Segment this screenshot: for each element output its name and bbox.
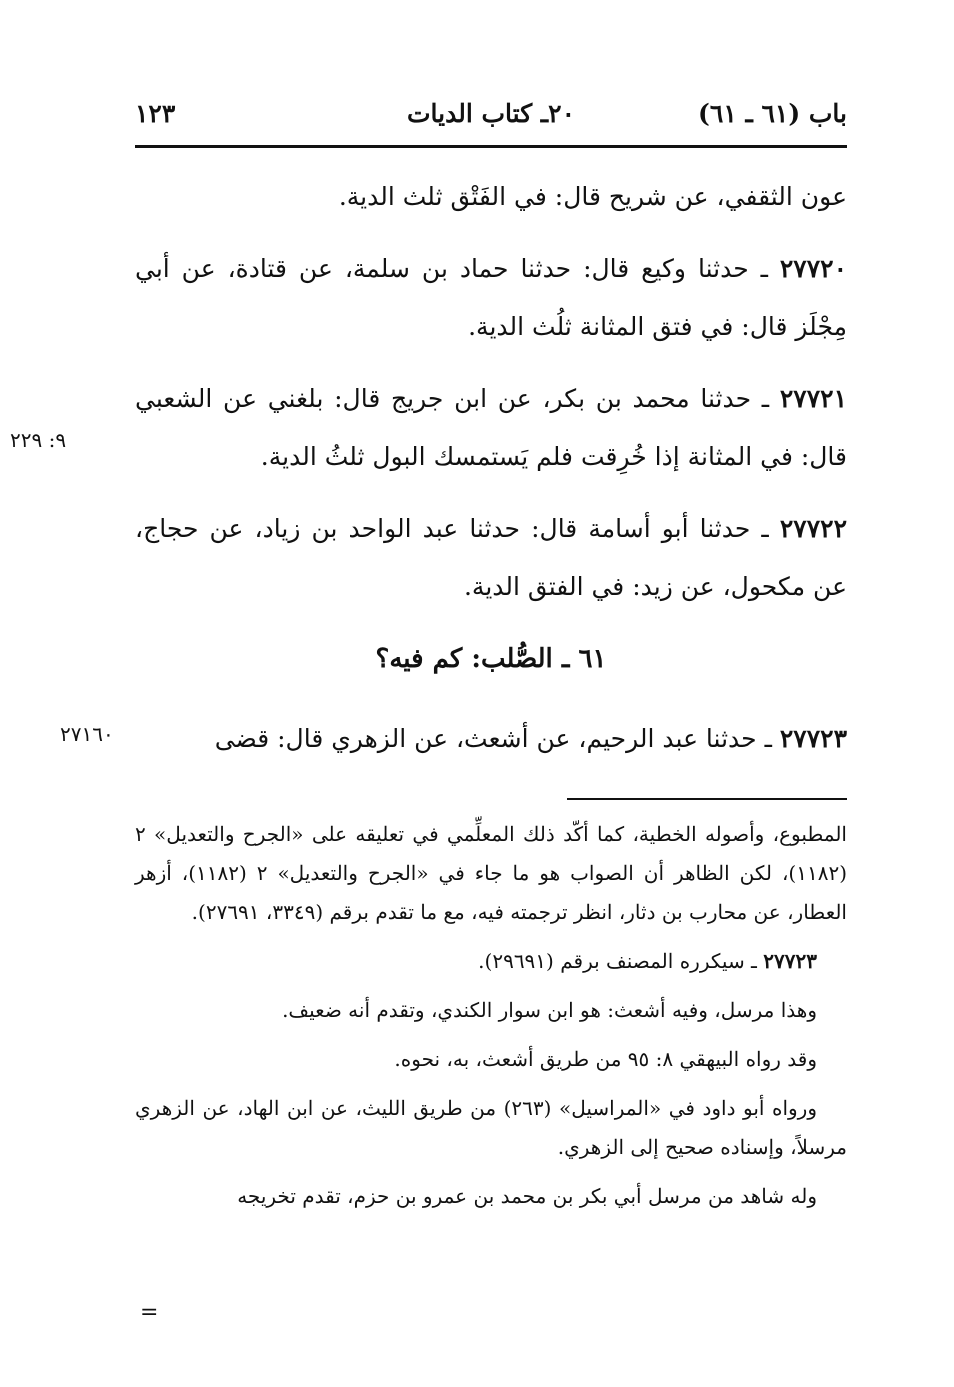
footnote: وقد رواه البيهقي ٨: ٩٥ من طريق أشعث، به، نحوه. xyxy=(394,1047,817,1071)
page-number: ١٢٣ xyxy=(135,99,176,128)
book-title: ٢٠ـ كتاب الديات xyxy=(407,99,575,128)
continuation-mark: = xyxy=(140,1300,159,1325)
hadith-text: ـ حدثنا محمد بن بكر، عن ابن جريج قال: بلغني عن الشعبي قال: في المثانة إذا خُرِقت فلم يَستمسك البول ثلثُ الدية. xyxy=(135,384,847,471)
hadith-number: ٢٧٧٢١ xyxy=(779,384,847,413)
footnote-number: ٢٧٧٢٣ xyxy=(763,949,817,973)
paragraph xyxy=(135,168,847,226)
footnote: ورواه أبو داود في «المراسيل» (٢٦٣) من طريق الليث، عن ابن الهاد، عن الزهري مرسلاً، وإسناده صحيح إلى الزهري. xyxy=(135,1096,847,1159)
hadith-text: ـ حدثنا وكيع قال: حدثنا حماد بن سلمة، عن قتادة، عن أبي مِجْلَز قال: في فتق المثانة ثلُث الدية. xyxy=(135,254,847,341)
footnote-rule xyxy=(567,798,847,800)
margin-number: ٢٧١٦٠ xyxy=(60,722,114,746)
footnote-text: ـ سيكرره المصنف برقم (٢٩٦٩١). xyxy=(478,949,757,973)
hadith-text: ـ حدثنا عبد الرحيم، عن أشعث، عن الزهري قال: قضى xyxy=(214,724,772,753)
hadith-text: ـ حدثنا أبو أسامة قال: حدثنا عبد الواحد بن زياد، عن حجاج، عن مكحول، عن زيد: في الفتق الدية. xyxy=(135,514,847,601)
hadith-27721 xyxy=(135,370,847,486)
page-header xyxy=(135,95,847,135)
hadith-number: ٢٧٧٢٢ xyxy=(779,514,847,543)
footnote: وله شاهد من مرسل أبي بكر بن محمد بن عمرو بن حزم، تقدم تخريجه xyxy=(237,1184,817,1208)
hadith-number: ٢٧٧٢٣ xyxy=(779,724,847,753)
footnote: وهذا مرسل، وفيه أشعث: هو ابن سوار الكندي، وتقدم أنه ضعيف. xyxy=(282,998,817,1022)
main-text xyxy=(135,168,847,782)
footnotes xyxy=(135,815,847,1226)
hadith-27722 xyxy=(135,500,847,616)
hadith-27723 xyxy=(135,710,847,768)
footnote: المطبوع، وأصوله الخطية، كما أكّد ذلك المعلِّمي في تعليقه على «الجرح والتعديل» ٢ (١١٨٢)، لكن الظاهر أن الصواب هو ما جاء في «الجرح والتعديل» ٢ (١١٨٢)، أزهر العطار، عن محارب بن دثار، انظر ترجمته فيه، مع ما تقدم برقم (٣٣٤٩، ٢٧٦٩١). xyxy=(135,822,847,924)
hadith-27720 xyxy=(135,240,847,356)
chapter-heading: ٦١ ـ الصُّلب: كم فيه؟ xyxy=(375,644,607,674)
footnote-27723 xyxy=(135,942,847,981)
header-rule xyxy=(135,145,847,148)
margin-reference: ٩: ٢٢٩ xyxy=(10,428,67,452)
hadith-number: ٢٧٧٢٠ xyxy=(779,254,848,283)
paragraph-text: عون الثقفي، عن شريح قال: في الفَتْق ثلث الدية. xyxy=(338,182,847,211)
chapter-range: باب (٦١ ـ ٦١) xyxy=(698,99,847,128)
